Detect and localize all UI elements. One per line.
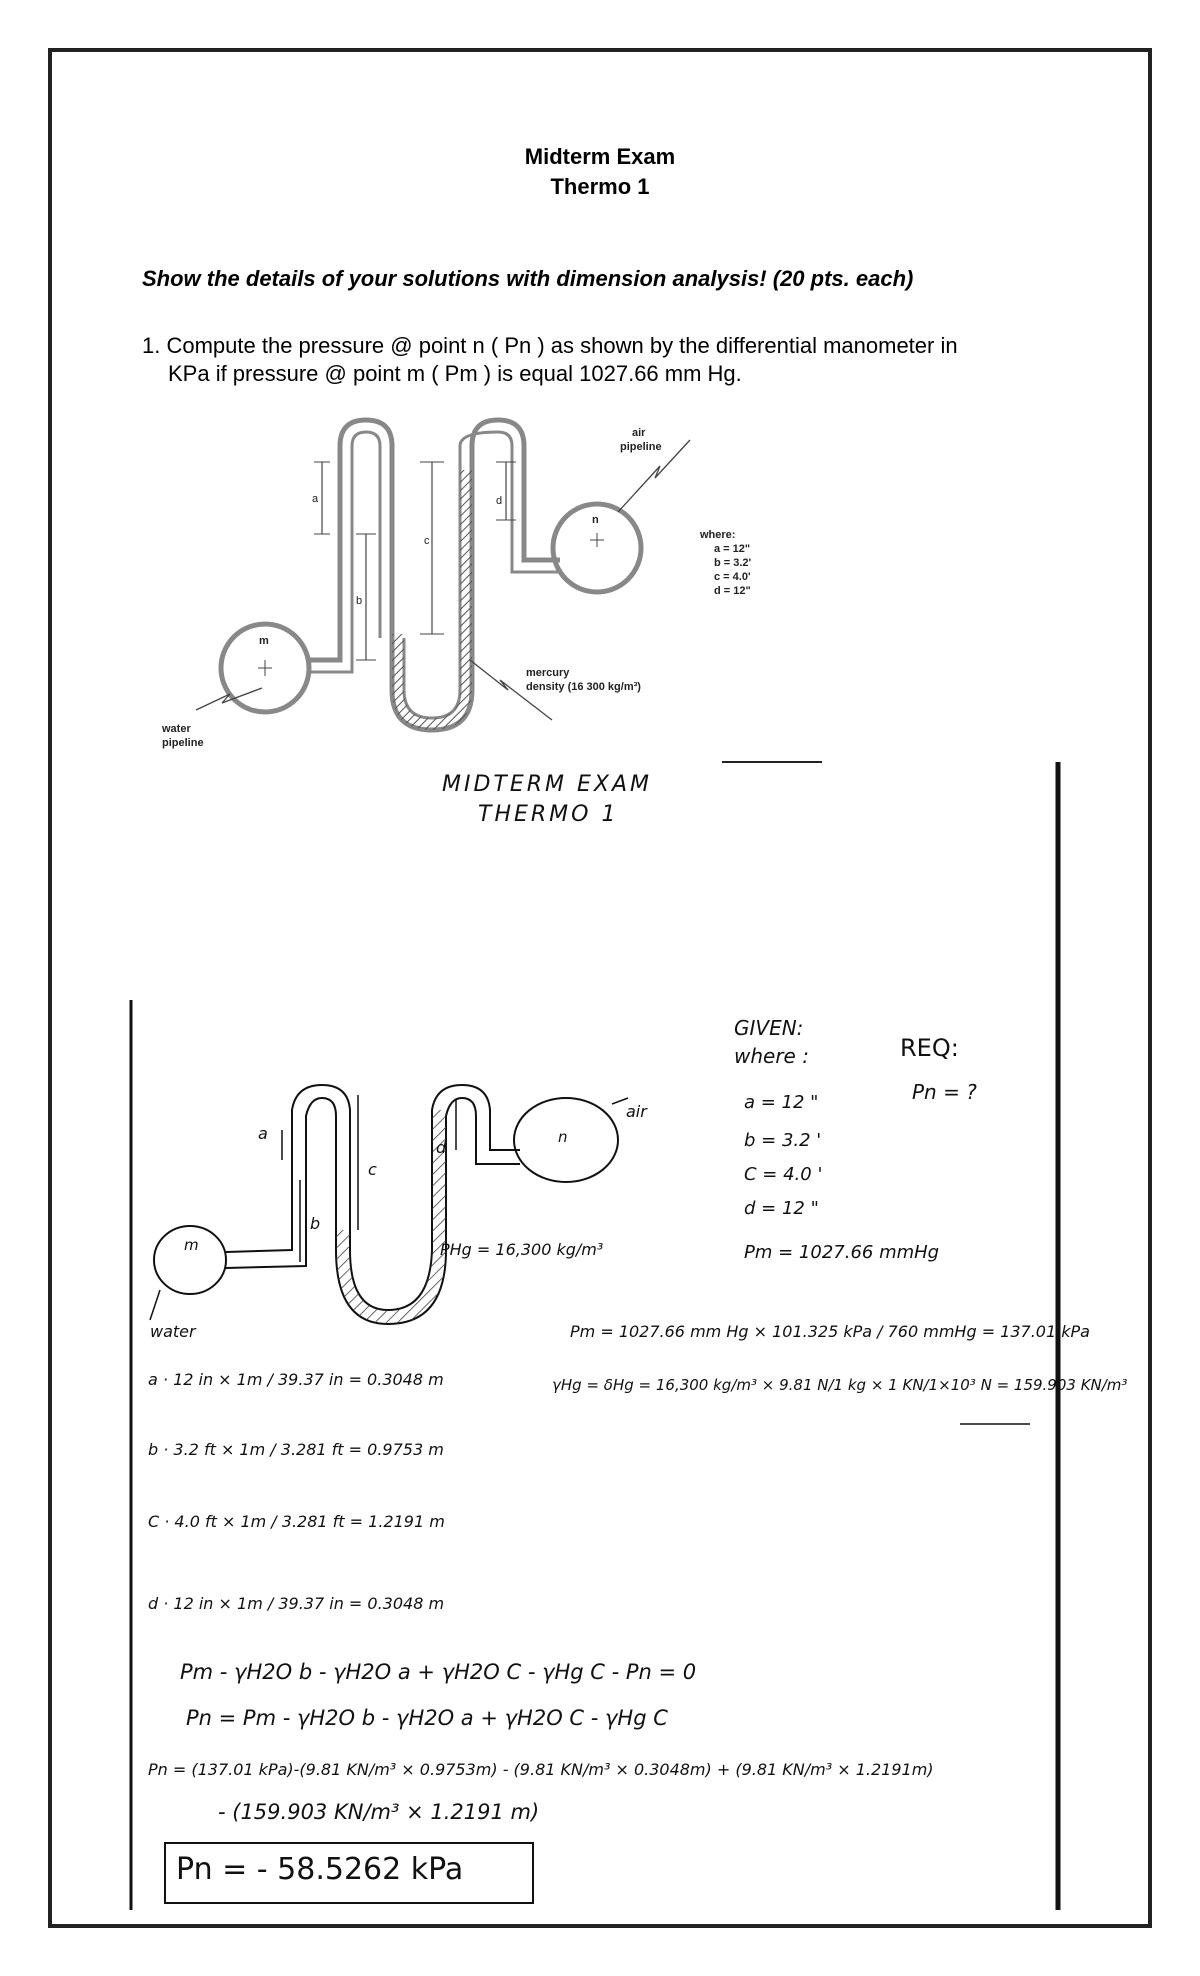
mercury-density-label: density (16 300 kg/m³) [526,681,641,693]
sketch-water-label: water [150,1322,196,1341]
exam-title: Midterm Exam [524,144,676,169]
where-b: b = 3.2' [714,557,752,569]
air-pipeline-label: pipeline [620,441,662,453]
hand-given-pm: Pm = 1027.66 mmHg [744,1242,940,1263]
sketch-d-label: d [436,1138,447,1157]
air-label: air [632,427,646,439]
point-n-label: n [592,514,599,526]
hand-conv-a: a · 12 in × 1m / 39.37 in = 0.3048 m [148,1370,444,1389]
hand-eq-2: Pn = Pm - γH2O b - γH2O a + γH2O C - γHg C [186,1706,668,1730]
sketch-a-label: a [258,1124,268,1143]
where-d: d = 12" [714,585,751,597]
hand-answer: Pn = - 58.5262 kPa [176,1852,464,1887]
hand-where: where : [734,1044,809,1068]
hand-eq-4: - (159.903 KN/m³ × 1.2191 m) [218,1800,540,1824]
hand-given-d: d = 12 " [744,1198,819,1219]
hand-pm-conversion: Pm = 1027.66 mm Hg × 101.325 kPa / 760 mmHg = 137.01 kPa [570,1322,1090,1341]
question-line-2: KPa if pressure @ point m ( Pm ) is equal 1027.66 mm Hg. [168,361,742,386]
sketch-air-label: air [626,1102,647,1121]
exam-subtitle: Thermo 1 [550,174,650,199]
hand-conv-d: d · 12 in × 1m / 39.37 in = 0.3048 m [148,1594,445,1613]
where-a: a = 12" [714,543,751,555]
dim-a-label: a [312,493,319,505]
dim-d-label: d [496,495,503,507]
mercury-label: mercury [526,667,570,679]
sketch-n-label: n [558,1128,568,1146]
hand-given-b: b = 3.2 ' [744,1130,822,1151]
where-title: where: [700,529,736,541]
hand-phg: PHg = 16,300 kg/m³ [440,1240,604,1259]
instructions: Show the details of your solutions with dimension analysis! (20 pts. each) [142,266,914,291]
hand-conv-b: b · 3.2 ft × 1m / 3.281 ft = 0.9753 m [148,1440,444,1459]
dim-b-label: b [356,595,363,607]
dim-c-label: c [424,535,430,547]
hand-eq-1: Pm - γH2O b - γH2O a + γH2O C - γHg C - Pn = 0 [180,1660,697,1684]
water-label: water [162,723,191,735]
hand-given: GIVEN: [734,1016,804,1040]
question-line-1: Compute the pressure @ point n ( Pn ) as shown by the differential manometer in [166,333,958,358]
hand-eq-3: Pn = (137.01 kPa)-(9.81 KN/m³ × 0.9753m) - (9.81 KN/m³ × 0.3048m) + (9.81 KN/m³ × 1.2191m) [148,1760,934,1779]
where-c: c = 4.0' [714,571,751,583]
point-m-label: m [259,635,269,647]
sketch-m-label: m [184,1236,199,1254]
hand-given-c: C = 4.0 ' [744,1164,823,1185]
water-pipeline-label: pipeline [162,737,204,749]
hand-gamma-hg: γHg = δHg = 16,300 kg/m³ × 9.81 N/1 kg × 1 KN/1×10³ N = 159.903 KN/m³ [552,1376,1128,1394]
hand-title-2: THERMO 1 [478,802,619,827]
hand-given-a: a = 12 " [744,1092,819,1113]
hand-req-pn: Pn = ? [912,1080,977,1104]
hand-req: REQ: [900,1034,959,1062]
sketch-b-label: b [310,1214,321,1233]
question-number: 1. [142,333,161,358]
sketch-c-label: c [368,1160,377,1179]
hand-conv-c: C · 4.0 ft × 1m / 3.281 ft = 1.2191 m [148,1512,445,1531]
hand-title-1: MIDTERM EXAM [442,772,653,797]
